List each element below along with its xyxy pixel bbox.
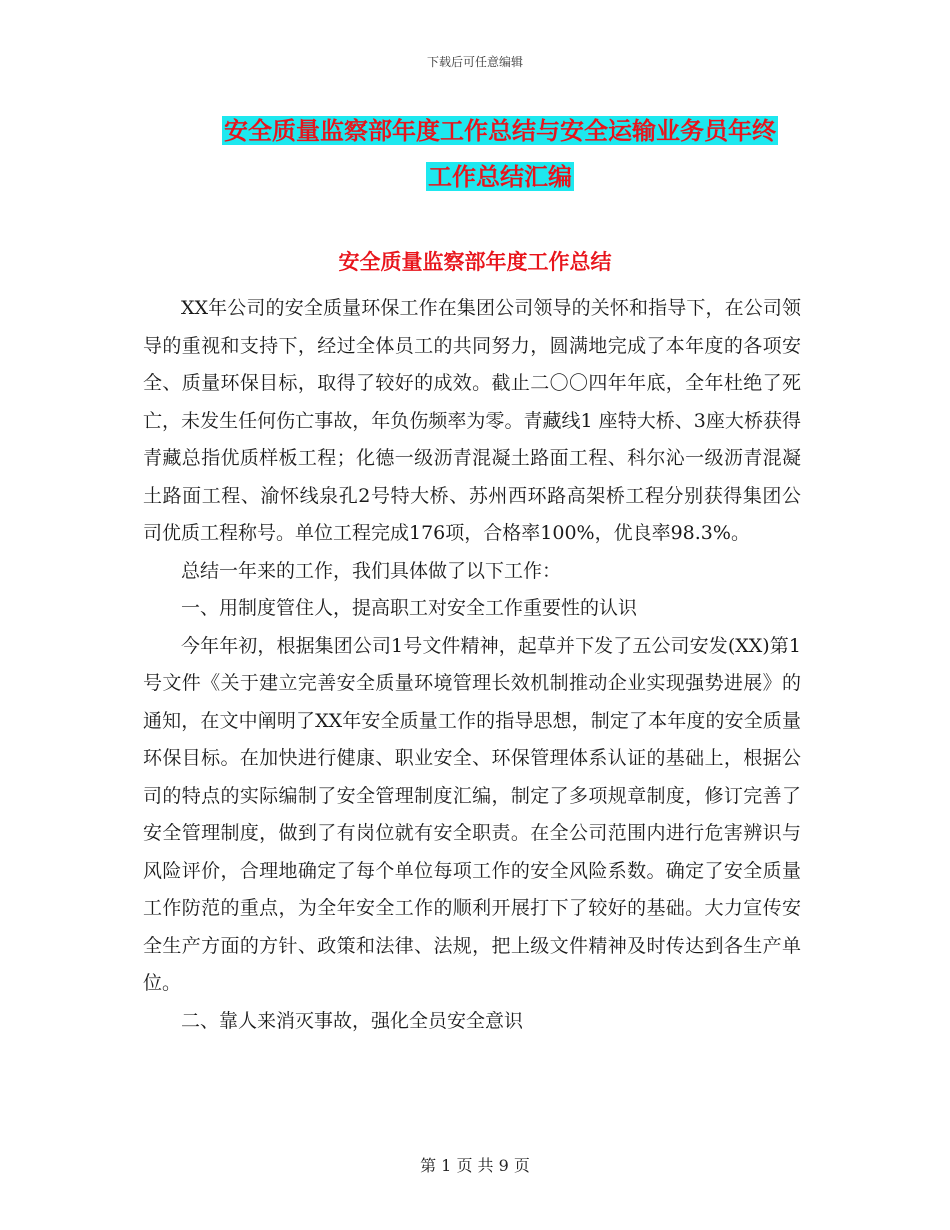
document-body bbox=[143, 290, 801, 1040]
heading-item-1: 一、用制度管住人，提高职工对安全工作重要性的认识 bbox=[181, 597, 638, 619]
document-title-line-1: 安全质量监察部年度工作总结与安全运输业务员年终 bbox=[224, 116, 776, 145]
document-title bbox=[150, 108, 850, 200]
heading-item-2: 二、靠人来消灭事故，强化全员安全意识 bbox=[181, 1009, 524, 1032]
page-number: 第 1 页 共 9 页 bbox=[420, 1156, 530, 1175]
page-header: 下载后可任意编辑 bbox=[426, 55, 523, 69]
paragraph-summary-lead: 总结一年来的工作，我们具体做了以下工作： bbox=[181, 559, 562, 582]
paragraph-item-1: 今年年初，根据集团公司1号文件精神，起草并下发了五公司安发(XX)第1号文件《关于建立完善安全质量环境管理长效机制推动企业实现强势进展》的通知，在文中阐明了XX年安全质量工作的指导思想，制定了本年度的安全质量环保目标。在加快进行健康、职业安全、环保管理体系认证的基础上，根据公司的特点的实际编制了安全管理制度汇编，制定了多项规章制度，修订完善了安全管理制度，做到了有岗位就有安全职责。在全公司范围内进行危害辨识与风险评价，合理地确定了每个单位每项工作的安全风险系数。确定了安全质量工作防范的重点，为全年安全工作的顺利开展打下了较好的基础。大力宣传安全生产方面的方针、政策和法律、法规，把上级文件精神及时传达到各生产单位。 bbox=[143, 634, 801, 994]
section-title: 安全质量监察部年度工作总结 bbox=[338, 249, 612, 274]
paragraph-intro: XX年公司的安全质量环保工作在集团公司领导的关怀和指导下，在公司领导的重视和支持下，经过全体员工的共同努力，圆满地完成了本年度的各项安全、质量环保目标，取得了较好的成效。截止二〇〇四年年底，全年杜绝了死亡，未发生任何伤亡事故，年负伤频率为零。青藏线1 座特大桥、3座大桥获得青藏总指优质样板工程；化德一级沥青混凝土路面工程、科尔沁一级沥青混凝土路面工程、渝怀线泉孔2号特大桥、苏州西环路高架桥工程分别获得集团公司优质工程称号。单位工程完成176项，合格率100%，优良率98.3%。 bbox=[143, 297, 801, 544]
document-title-line-2: 工作总结汇编 bbox=[428, 162, 572, 191]
